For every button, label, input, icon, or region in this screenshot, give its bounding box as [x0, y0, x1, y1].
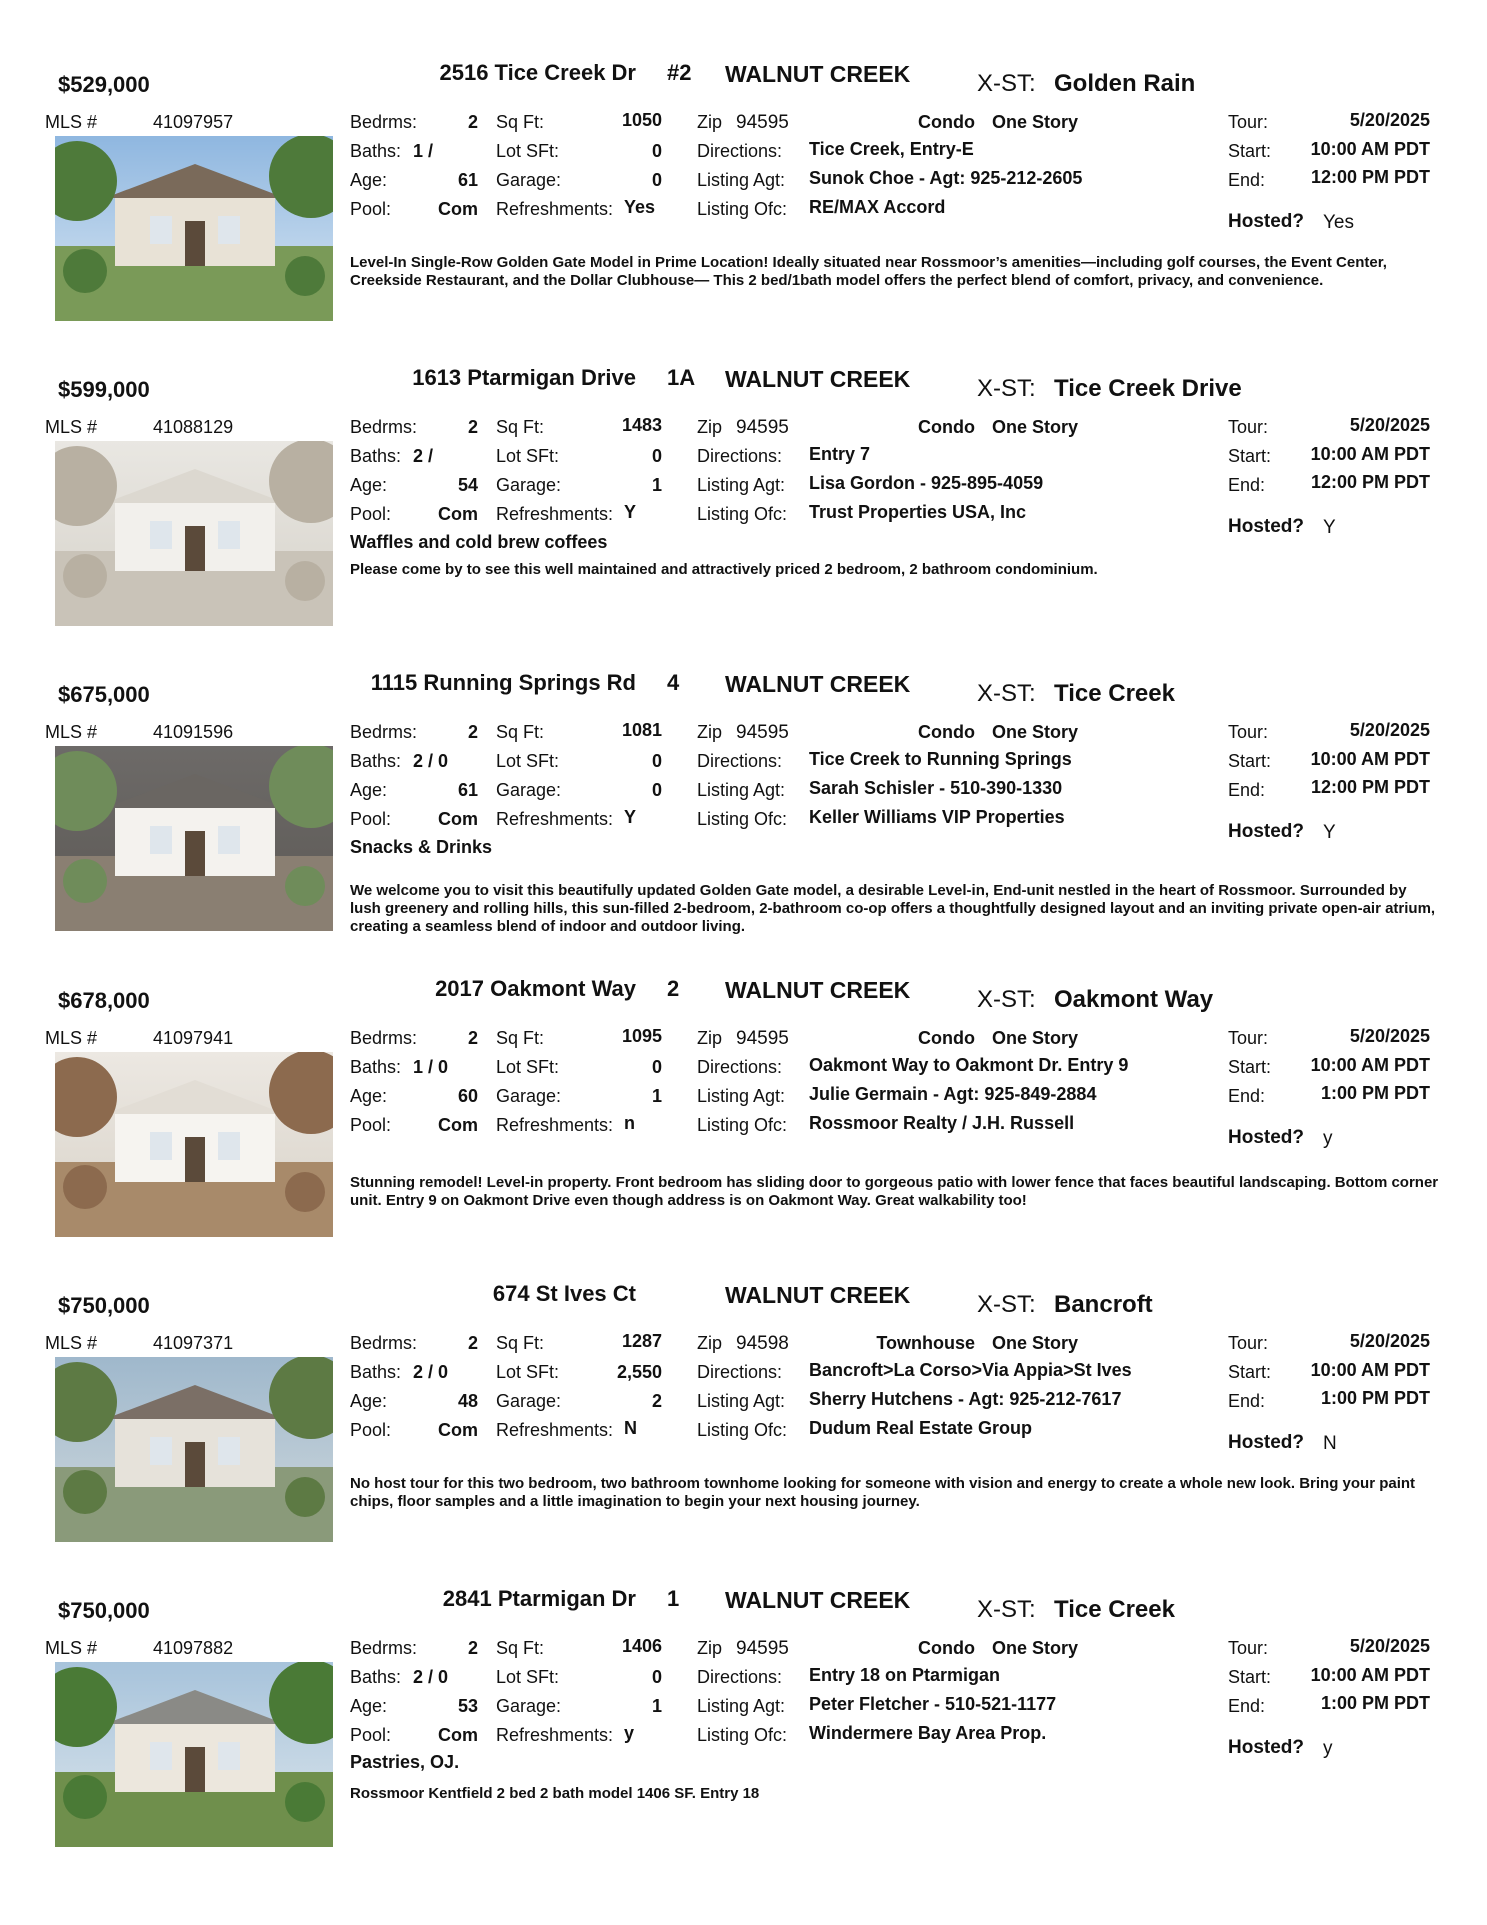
bedrooms-label: Bedrms: — [350, 112, 418, 132]
start-label: Start: — [1228, 1057, 1272, 1077]
agent-label: Listing Agt: — [697, 170, 786, 190]
listing-price: $750,000 — [58, 1293, 150, 1318]
office-value: Rossmoor Realty / J.H. Russell — [809, 1113, 1075, 1133]
start-time: 10:00 AM PDT — [1310, 444, 1430, 464]
property-photo-image — [55, 136, 333, 321]
end-time: 12:00 PM PDT — [1310, 777, 1430, 797]
mls-label: MLS # — [45, 1638, 98, 1658]
listing-city: WALNUT CREEK — [725, 977, 911, 1003]
listing-price: $678,000 — [58, 988, 150, 1013]
stories: One Story — [992, 417, 1079, 437]
bedrooms-label: Bedrms: — [350, 1028, 418, 1048]
end-time: 12:00 PM PDT — [1310, 167, 1430, 187]
sqft-value: 1050 — [621, 110, 662, 130]
listing-description: Please come by to see this well maintained and attractively priced 2 bedroom, 2 bathroom condominium. — [350, 561, 1098, 578]
cross-street-value: Tice Creek Drive — [1054, 375, 1242, 402]
property-type: Condo — [918, 1028, 975, 1048]
zip-label: Zip — [697, 417, 723, 437]
bedrooms-value: 2 — [467, 722, 478, 742]
refreshments-value: Yes — [624, 197, 656, 217]
pool-label: Pool: — [350, 199, 392, 219]
property-photo — [55, 441, 333, 626]
bedrooms-label: Bedrms: — [350, 1333, 418, 1353]
listing-address: 1613 Ptarmigan Drive — [412, 365, 636, 390]
listing-address: 2841 Ptarmigan Dr — [442, 1586, 636, 1611]
bedrooms-label: Bedrms: — [350, 417, 418, 437]
zip-label: Zip — [697, 722, 723, 742]
mls-number: 41097941 — [153, 1028, 234, 1048]
baths-label: Baths: — [350, 1667, 402, 1687]
age-value: 54 — [457, 475, 478, 495]
cross-street-label: X-ST: — [977, 986, 1036, 1013]
property-type: Condo — [918, 417, 975, 437]
sqft-label: Sq Ft: — [496, 1638, 545, 1658]
listing-address: 674 St Ives Ct — [492, 1281, 636, 1306]
refreshments-value: n — [624, 1113, 635, 1133]
baths-label: Baths: — [350, 1362, 402, 1382]
cross-street-value: Tice Creek — [1054, 1596, 1175, 1623]
age-label: Age: — [350, 1696, 388, 1716]
pool-value: Com — [438, 199, 478, 219]
refreshments-value: N — [624, 1418, 637, 1438]
tour-date: 5/20/2025 — [1349, 110, 1430, 130]
tour-label: Tour: — [1228, 417, 1269, 437]
hosted-value: Yes — [1323, 212, 1354, 233]
cross-street-value: Bancroft — [1054, 1291, 1153, 1318]
age-label: Age: — [350, 475, 388, 495]
cross-street-value: Golden Rain — [1054, 70, 1196, 97]
cross-street-label: X-ST: — [977, 375, 1036, 402]
refreshments-label: Refreshments: — [496, 809, 614, 829]
start-label: Start: — [1228, 446, 1272, 466]
cross-street-label: X-ST: — [977, 1291, 1036, 1318]
sqft-value: 1081 — [621, 720, 662, 740]
property-photo — [55, 1357, 333, 1542]
directions-label: Directions: — [697, 141, 783, 161]
listing-card — [0, 58, 1487, 358]
refreshments-note: Waffles and cold brew coffees — [350, 532, 608, 552]
refreshments-label: Refreshments: — [496, 504, 614, 524]
mls-number: 41091596 — [153, 722, 234, 742]
start-label: Start: — [1228, 751, 1272, 771]
tour-date: 5/20/2025 — [1349, 1331, 1430, 1351]
office-label: Listing Ofc: — [697, 1725, 788, 1745]
start-time: 10:00 AM PDT — [1310, 749, 1430, 769]
tour-label: Tour: — [1228, 1333, 1269, 1353]
garage-value: 0 — [651, 780, 662, 800]
lot-sqft-value: 0 — [651, 1667, 662, 1687]
zip-value: 94598 — [736, 1333, 789, 1354]
lot-sqft-label: Lot SFt: — [496, 1057, 560, 1077]
directions-label: Directions: — [697, 1667, 783, 1687]
pool-label: Pool: — [350, 1115, 392, 1135]
zip-label: Zip — [697, 112, 723, 132]
mls-number: 41088129 — [153, 417, 234, 437]
listing-city: WALNUT CREEK — [725, 671, 911, 697]
refreshments-value: Y — [624, 807, 637, 827]
listing-description: Rossmoor Kentfield 2 bed 2 bath model 1406 SF. Entry 18 — [350, 1785, 760, 1802]
tour-label: Tour: — [1228, 722, 1269, 742]
office-label: Listing Ofc: — [697, 504, 788, 524]
property-type: Townhouse — [876, 1333, 975, 1353]
bedrooms-value: 2 — [467, 1028, 478, 1048]
lot-sqft-value: 2,550 — [616, 1362, 662, 1382]
property-photo-image — [55, 746, 333, 931]
sqft-value: 1483 — [621, 415, 662, 435]
baths-label: Baths: — [350, 141, 402, 161]
tour-label: Tour: — [1228, 112, 1269, 132]
start-time: 10:00 AM PDT — [1310, 139, 1430, 159]
listing-unit: 1 — [667, 1586, 680, 1611]
mls-label: MLS # — [45, 1333, 98, 1353]
directions-value: Bancroft>La Corso>Via Appia>St Ives — [809, 1360, 1132, 1380]
garage-label: Garage: — [496, 475, 562, 495]
hosted-value: Y — [1323, 822, 1336, 843]
cross-street-value: Tice Creek — [1054, 680, 1175, 707]
start-time: 10:00 AM PDT — [1310, 1055, 1430, 1075]
sqft-label: Sq Ft: — [496, 112, 545, 132]
property-photo-image — [55, 1052, 333, 1237]
zip-value: 94595 — [736, 722, 789, 743]
cross-street-label: X-ST: — [977, 1596, 1036, 1623]
bedrooms-value: 2 — [467, 1638, 478, 1658]
listing-address: 1115 Running Springs Rd — [370, 670, 636, 695]
mls-number: 41097882 — [153, 1638, 234, 1658]
lot-sqft-label: Lot SFt: — [496, 446, 560, 466]
agent-label: Listing Agt: — [697, 780, 786, 800]
end-label: End: — [1228, 170, 1266, 190]
hosted-value: y — [1323, 1738, 1333, 1759]
end-label: End: — [1228, 1696, 1266, 1716]
listing-unit: #2 — [667, 60, 692, 85]
listing-description: Level-In Single-Row Golden Gate Model in Prime Location! Ideally situated near Rossmoor’s amenities—including golf courses, the Event Center, Creekside Restaurant, and the Dollar Clubhouse— This 2 bed/1bath model offers the perfect blend of comfort, privacy, and convenience. — [350, 254, 1387, 289]
office-label: Listing Ofc: — [697, 1420, 788, 1440]
stories: One Story — [992, 1028, 1079, 1048]
garage-label: Garage: — [496, 1086, 562, 1106]
bedrooms-label: Bedrms: — [350, 722, 418, 742]
baths-value: 2 / — [413, 446, 434, 466]
baths-value: 2 / 0 — [413, 1362, 449, 1382]
agent-value: Sherry Hutchens - Agt: 925-212-7617 — [809, 1389, 1122, 1409]
age-label: Age: — [350, 170, 388, 190]
tour-date: 5/20/2025 — [1349, 1026, 1430, 1046]
mls-number: 41097371 — [153, 1333, 234, 1353]
lot-sqft-label: Lot SFt: — [496, 1667, 560, 1687]
hosted-value: y — [1323, 1128, 1333, 1149]
baths-label: Baths: — [350, 446, 402, 466]
office-value: Keller Williams VIP Properties — [809, 807, 1065, 827]
tour-date: 5/20/2025 — [1349, 720, 1430, 740]
listing-city: WALNUT CREEK — [725, 366, 911, 392]
directions-value: Tice Creek to Running Springs — [809, 749, 1072, 769]
refreshments-label: Refreshments: — [496, 199, 614, 219]
age-label: Age: — [350, 1391, 388, 1411]
pool-value: Com — [438, 1420, 478, 1440]
tour-date: 5/20/2025 — [1349, 415, 1430, 435]
listing-city: WALNUT CREEK — [725, 1282, 911, 1308]
agent-value: Peter Fletcher - 510-521-1177 — [809, 1694, 1057, 1714]
mls-label: MLS # — [45, 417, 98, 437]
end-time: 1:00 PM PDT — [1320, 1388, 1430, 1408]
bedrooms-value: 2 — [467, 112, 478, 132]
start-time: 10:00 AM PDT — [1310, 1360, 1430, 1380]
agent-value: Julie Germain - Agt: 925-849-2884 — [809, 1084, 1097, 1104]
tour-date: 5/20/2025 — [1349, 1636, 1430, 1656]
mls-label: MLS # — [45, 722, 98, 742]
garage-label: Garage: — [496, 780, 562, 800]
property-type: Condo — [918, 722, 975, 742]
lot-sqft-label: Lot SFt: — [496, 751, 560, 771]
listing-price: $529,000 — [58, 72, 150, 97]
property-type: Condo — [918, 112, 975, 132]
pool-label: Pool: — [350, 1420, 392, 1440]
agent-label: Listing Agt: — [697, 1391, 786, 1411]
listing-card — [0, 363, 1487, 663]
garage-value: 1 — [651, 1086, 662, 1106]
office-value: Dudum Real Estate Group — [809, 1418, 1033, 1438]
directions-label: Directions: — [697, 1362, 783, 1382]
office-value: Windermere Bay Area Prop. — [809, 1723, 1047, 1743]
zip-value: 94595 — [736, 1028, 789, 1049]
agent-label: Listing Agt: — [697, 475, 786, 495]
lot-sqft-value: 0 — [651, 751, 662, 771]
age-value: 61 — [457, 780, 478, 800]
hosted-label: Hosted? — [1228, 1127, 1304, 1148]
listing-price: $599,000 — [58, 377, 150, 402]
listing-price: $675,000 — [58, 682, 150, 707]
baths-value: 1 / — [413, 141, 434, 161]
lot-sqft-label: Lot SFt: — [496, 141, 560, 161]
baths-value: 2 / 0 — [413, 1667, 449, 1687]
listing-address: 2017 Oakmont Way — [435, 976, 636, 1001]
age-value: 53 — [457, 1696, 478, 1716]
listing-card — [0, 974, 1487, 1274]
tour-label: Tour: — [1228, 1028, 1269, 1048]
pool-value: Com — [438, 1725, 478, 1745]
hosted-value: Y — [1323, 517, 1336, 538]
property-photo-image — [55, 1662, 333, 1847]
tour-label: Tour: — [1228, 1638, 1269, 1658]
zip-value: 94595 — [736, 417, 789, 438]
sqft-label: Sq Ft: — [496, 722, 545, 742]
office-value: Trust Properties USA, Inc — [809, 502, 1027, 522]
mls-label: MLS # — [45, 1028, 98, 1048]
stories: One Story — [992, 1333, 1079, 1353]
start-label: Start: — [1228, 1362, 1272, 1382]
garage-value: 2 — [651, 1391, 662, 1411]
zip-value: 94595 — [736, 112, 789, 133]
listing-city: WALNUT CREEK — [725, 1587, 911, 1613]
mls-label: MLS # — [45, 112, 98, 132]
end-label: End: — [1228, 1086, 1266, 1106]
zip-label: Zip — [697, 1638, 723, 1658]
listing-city: WALNUT CREEK — [725, 61, 911, 87]
directions-value: Oakmont Way to Oakmont Dr. Entry 9 — [809, 1055, 1129, 1075]
agent-label: Listing Agt: — [697, 1086, 786, 1106]
zip-value: 94595 — [736, 1638, 789, 1659]
end-label: End: — [1228, 475, 1266, 495]
property-photo — [55, 746, 333, 931]
hosted-label: Hosted? — [1228, 516, 1304, 537]
listing-card — [0, 1584, 1487, 1884]
end-time: 1:00 PM PDT — [1320, 1083, 1430, 1103]
office-label: Listing Ofc: — [697, 1115, 788, 1135]
end-label: End: — [1228, 780, 1266, 800]
refreshments-note: Snacks & Drinks — [350, 837, 493, 857]
listing-description: No host tour for this two bedroom, two bathroom townhome looking for someone with vision and energy to create a whole new look. Bring your paint chips, floor samples and a little imagination to begin your next housing journey. — [350, 1475, 1416, 1510]
sqft-value: 1287 — [621, 1331, 662, 1351]
hosted-value: N — [1323, 1433, 1337, 1454]
hosted-label: Hosted? — [1228, 1432, 1304, 1453]
hosted-label: Hosted? — [1228, 821, 1304, 842]
stories: One Story — [992, 1638, 1079, 1658]
pool-label: Pool: — [350, 809, 392, 829]
sqft-label: Sq Ft: — [496, 1333, 545, 1353]
garage-value: 0 — [651, 170, 662, 190]
listing-price: $750,000 — [58, 1598, 150, 1623]
sqft-value: 1406 — [621, 1636, 662, 1656]
lot-sqft-label: Lot SFt: — [496, 1362, 560, 1382]
bedrooms-label: Bedrms: — [350, 1638, 418, 1658]
refreshments-label: Refreshments: — [496, 1420, 614, 1440]
bedrooms-value: 2 — [467, 1333, 478, 1353]
directions-value: Entry 18 on Ptarmigan — [809, 1665, 1001, 1685]
refreshments-value: Y — [624, 502, 637, 522]
refreshments-label: Refreshments: — [496, 1725, 614, 1745]
property-photo — [55, 1052, 333, 1237]
pool-value: Com — [438, 504, 478, 524]
lot-sqft-value: 0 — [651, 446, 662, 466]
listing-unit: 1A — [667, 365, 696, 390]
property-photo-image — [55, 1357, 333, 1542]
end-time: 1:00 PM PDT — [1320, 1693, 1430, 1713]
end-label: End: — [1228, 1391, 1266, 1411]
office-label: Listing Ofc: — [697, 809, 788, 829]
directions-value: Tice Creek, Entry-E — [809, 139, 974, 159]
start-time: 10:00 AM PDT — [1310, 1665, 1430, 1685]
stories: One Story — [992, 722, 1079, 742]
zip-label: Zip — [697, 1333, 723, 1353]
garage-value: 1 — [651, 475, 662, 495]
cross-street-label: X-ST: — [977, 70, 1036, 97]
agent-value: Sarah Schisler - 510-390-1330 — [809, 778, 1063, 798]
stories: One Story — [992, 112, 1079, 132]
sqft-label: Sq Ft: — [496, 1028, 545, 1048]
refreshments-note: Pastries, OJ. — [350, 1752, 460, 1772]
cross-street-value: Oakmont Way — [1054, 986, 1214, 1013]
listing-description: We welcome you to visit this beautifully updated Golden Gate model, a desirable Level-in, End-unit nestled in the heart of Rossmoor. Surrounded by lush greenery and rolling hills, this sun-filled 2-bedroom, 2-bathroom co-op offers a thoughtfully designed layout and an inviting private open-air atrium, creating a seamless blend of indoor and outdoor living. — [350, 882, 1436, 935]
age-value: 61 — [457, 170, 478, 190]
agent-label: Listing Agt: — [697, 1696, 786, 1716]
baths-value: 2 / 0 — [413, 751, 449, 771]
office-label: Listing Ofc: — [697, 199, 788, 219]
refreshments-value: y — [624, 1723, 635, 1743]
baths-label: Baths: — [350, 1057, 402, 1077]
sqft-value: 1095 — [621, 1026, 662, 1046]
refreshments-label: Refreshments: — [496, 1115, 614, 1135]
pool-value: Com — [438, 809, 478, 829]
cross-street-label: X-ST: — [977, 680, 1036, 707]
end-time: 12:00 PM PDT — [1310, 472, 1430, 492]
listing-description: Stunning remodel! Level-in property. Front bedroom has sliding door to gorgeous patio with lower fence that faces beautiful landscaping. Bottom corner unit. Entry 9 on Oakmont Drive even though address is on Oakmont Way. Great walkability too! — [350, 1174, 1439, 1209]
garage-value: 1 — [651, 1696, 662, 1716]
directions-value: Entry 7 — [809, 444, 871, 464]
hosted-label: Hosted? — [1228, 211, 1304, 232]
property-photo — [55, 136, 333, 321]
garage-label: Garage: — [496, 1696, 562, 1716]
sqft-label: Sq Ft: — [496, 417, 545, 437]
property-photo — [55, 1662, 333, 1847]
garage-label: Garage: — [496, 170, 562, 190]
age-value: 60 — [457, 1086, 478, 1106]
directions-label: Directions: — [697, 1057, 783, 1077]
property-photo-image — [55, 441, 333, 626]
age-value: 48 — [457, 1391, 478, 1411]
garage-label: Garage: — [496, 1391, 562, 1411]
baths-value: 1 / 0 — [413, 1057, 449, 1077]
age-label: Age: — [350, 1086, 388, 1106]
hosted-label: Hosted? — [1228, 1737, 1304, 1758]
start-label: Start: — [1228, 141, 1272, 161]
pool-label: Pool: — [350, 1725, 392, 1745]
zip-label: Zip — [697, 1028, 723, 1048]
property-type: Condo — [918, 1638, 975, 1658]
pool-label: Pool: — [350, 504, 392, 524]
age-label: Age: — [350, 780, 388, 800]
listing-unit: 4 — [667, 670, 680, 695]
lot-sqft-value: 0 — [651, 141, 662, 161]
agent-value: Sunok Choe - Agt: 925-212-2605 — [809, 168, 1083, 188]
agent-value: Lisa Gordon - 925-895-4059 — [809, 473, 1044, 493]
listing-card — [0, 668, 1487, 968]
start-label: Start: — [1228, 1667, 1272, 1687]
bedrooms-value: 2 — [467, 417, 478, 437]
listing-address: 2516 Tice Creek Dr — [439, 60, 636, 85]
listing-unit: 2 — [667, 976, 680, 1001]
lot-sqft-value: 0 — [651, 1057, 662, 1077]
office-value: RE/MAX Accord — [809, 197, 946, 217]
directions-label: Directions: — [697, 446, 783, 466]
baths-label: Baths: — [350, 751, 402, 771]
mls-number: 41097957 — [153, 112, 234, 132]
pool-value: Com — [438, 1115, 478, 1135]
directions-label: Directions: — [697, 751, 783, 771]
listing-card — [0, 1279, 1487, 1579]
